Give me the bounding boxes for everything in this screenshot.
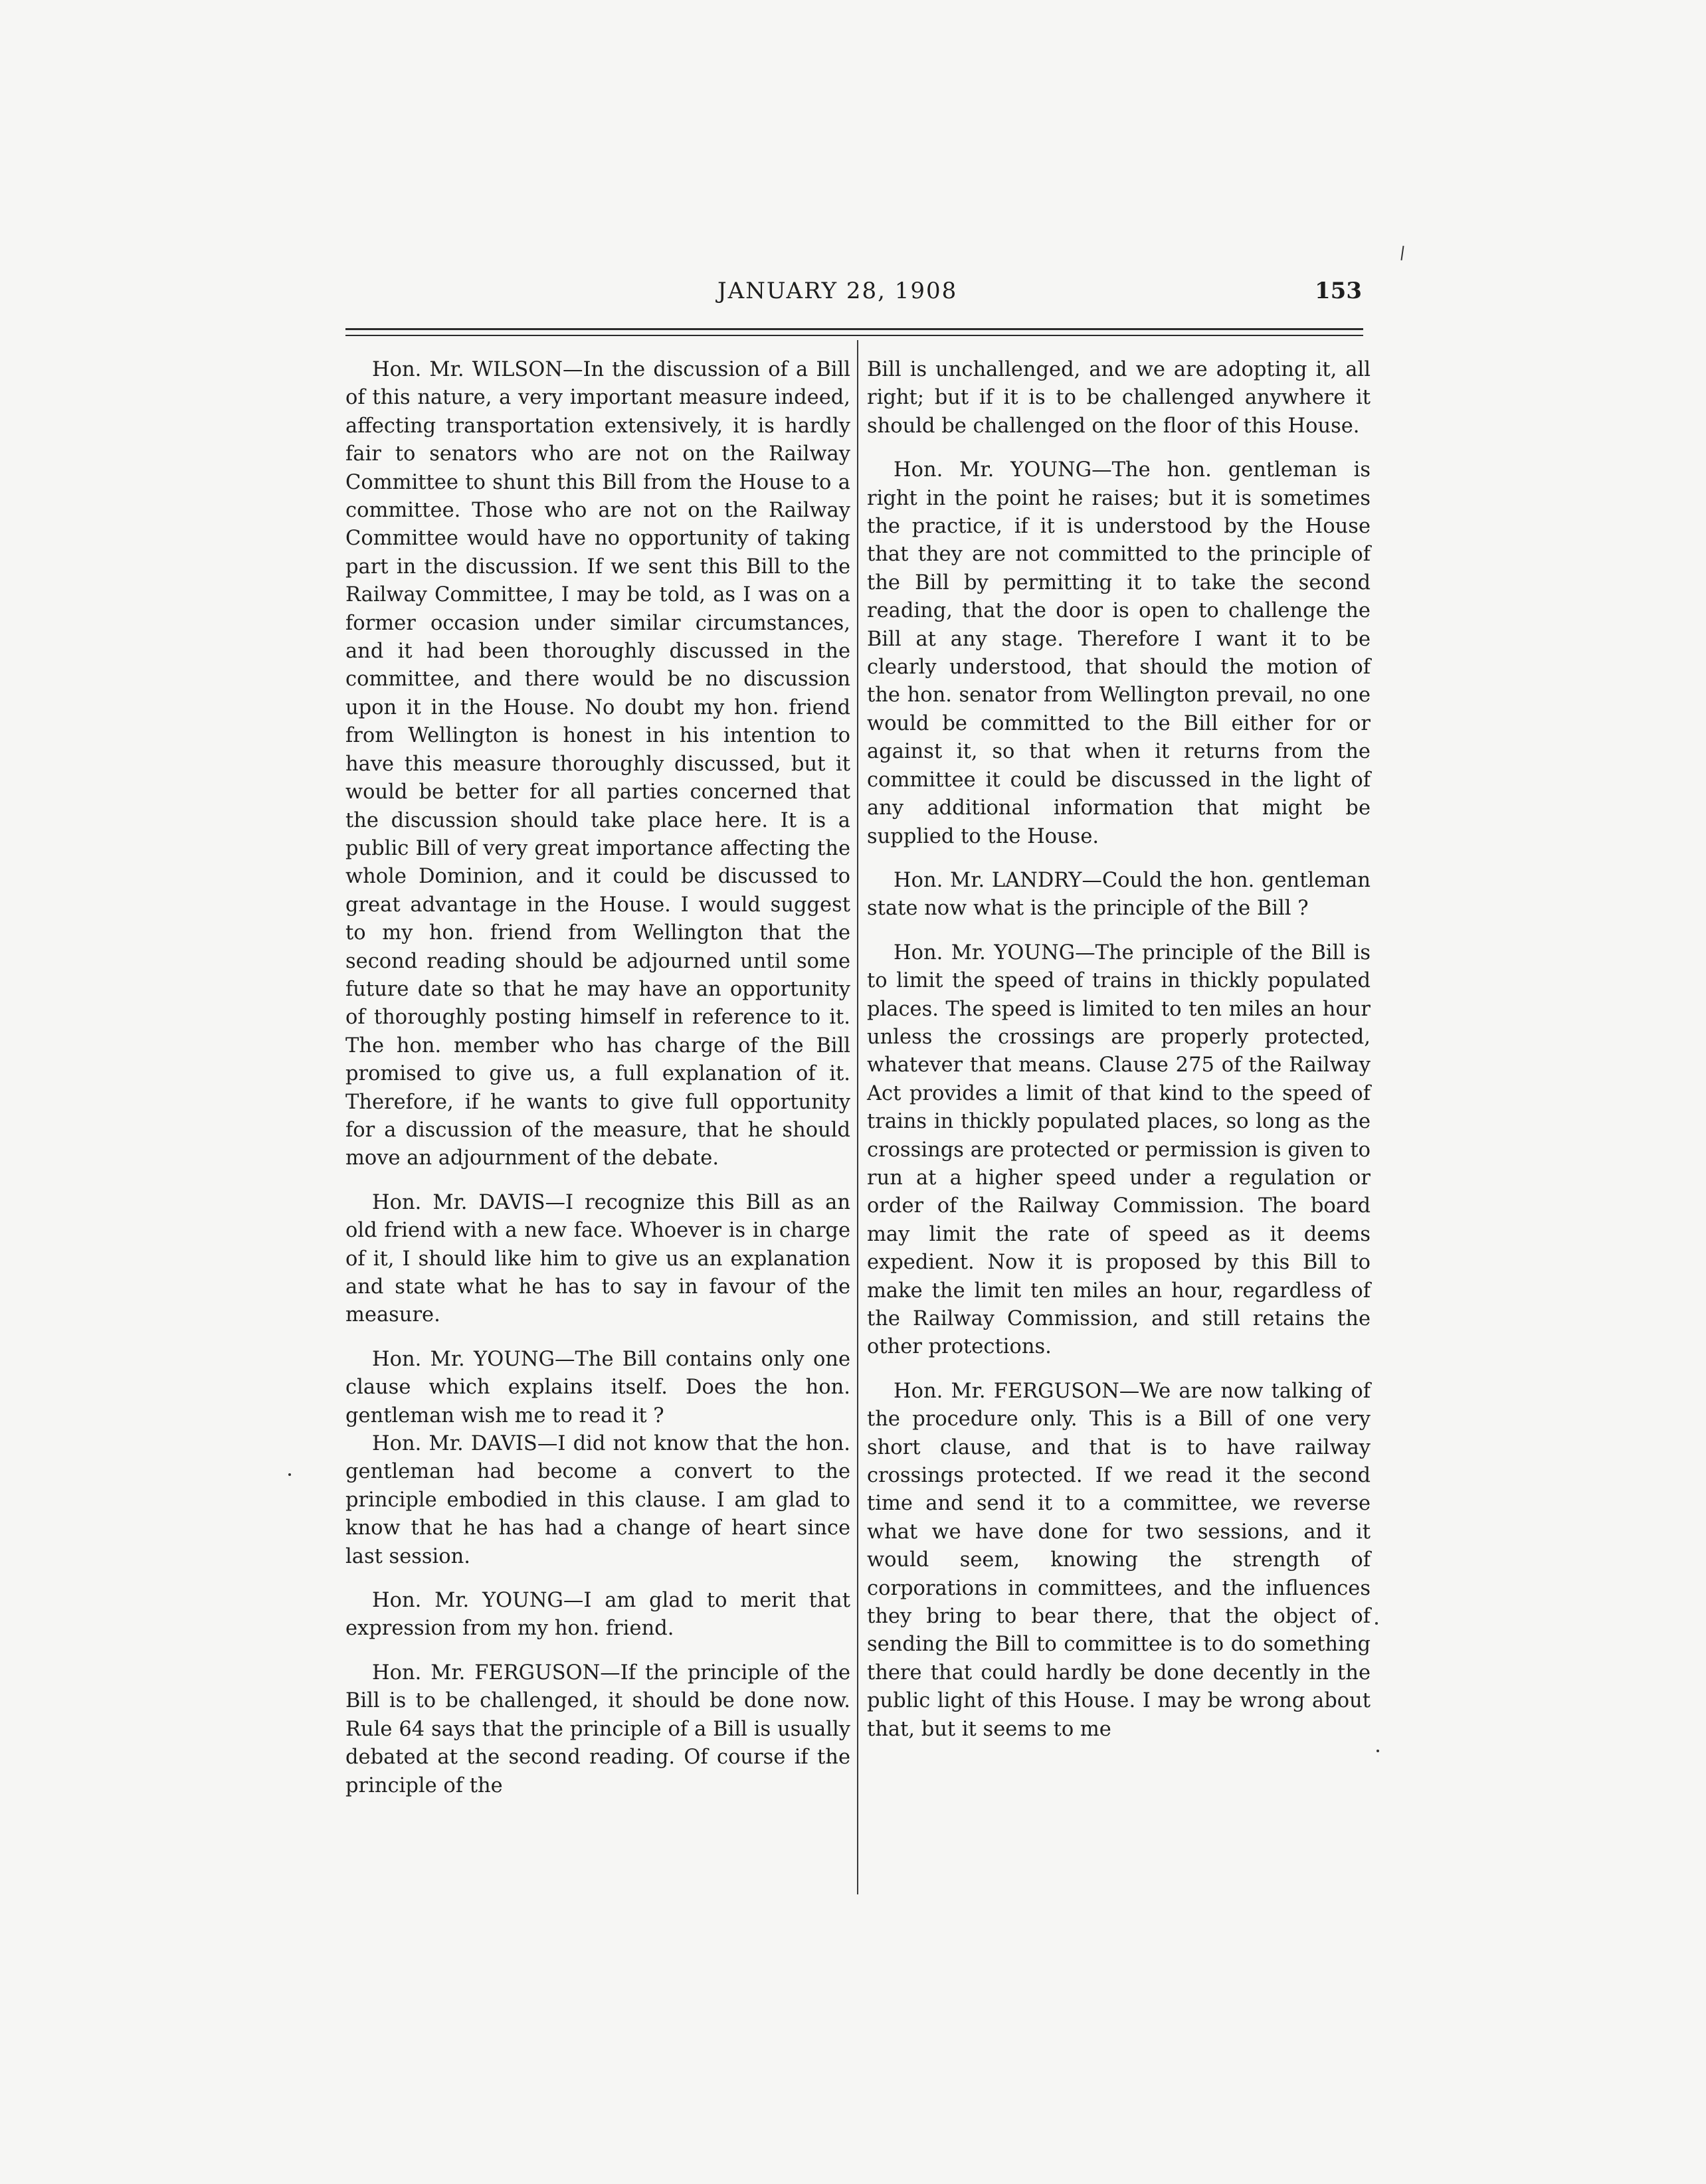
running-head [345,278,1362,311]
right-column [867,356,1371,1760]
scan-speck [1375,1622,1378,1625]
left-column [345,356,850,1816]
header-date: JANUARY 28, 1908 [717,278,958,304]
paragraph-davis-1: Hon. Mr. DAVIS—I recognize this Bill as an old friend with a new face. Whoever is in charge of it, I should like him to give us an explanation and state what he has to say in favour of the measure. [345,1190,850,1327]
paragraph-ferguson-2: Hon. Mr. FERGUSON—We are now talking of the procedure only. This is a Bill of one very short clause, and that is to have railway crossings protected. If we read it the second time and send it to a committee, we reverse what we have done for two sessions, and it would seem, knowing the strength of corporations in committees, and the influences they bring to bear there, that the object of sending the Bill to committee is to do something there that could hardly be done decently in the public light of this House. I may be wrong about that, but it seems to me [867,1379,1371,1741]
paragraph-ferguson-1: Hon. Mr. FERGUSON—If the principle of the Bill is to be challenged, it should be done now. Rule 64 says that the principle of a Bill is usually debated at the second reading. Of course if the principle of the [345,1661,850,1797]
header-rule-thick [345,328,1363,330]
paragraph-young-1: Hon. Mr. YOUNG—The Bill contains only one clause which explains itself. Does the hon. gentleman wish me to read it ? [345,1347,850,1427]
scan-speck [288,1473,291,1476]
column-divider [857,340,858,1894]
paragraph-ferguson-1-cont: Bill is unchallenged, and we are adopting it, all right; but if it is to be challenged anywhere it should be challenged on the floor of this House. [867,358,1371,438]
paragraph-landry: Hon. Mr. LANDRY—Could the hon. gentleman state now what is the principle of the Bill ? [867,868,1371,921]
paragraph-davis-2: Hon. Mr. DAVIS—I did not know that the hon. gentleman had become a convert to the principle embodied in this clause. I am glad to know that he has had a change of heart since last session. [345,1432,850,1568]
paragraph-young-4: Hon. Mr. YOUNG—The principle of the Bill is to limit the speed of trains in thickly populated places. The speed is limited to ten miles an hour unless the crossings are properly protected, whatever that means. Clause 275 of the Railway Act provides a limit of that kind to the speed of trains in thickly populated places, so long as the crossings are protected or permission is given to run at a higher speed under a regulation or order of the Railway Commission. The board may limit the rate of speed as it deems expedient. Now it is proposed by this Bill to make the limit ten miles an hour, regardless of the Railway Commission, and still retains the other protections. [867,941,1371,1359]
page-number: 153 [1315,278,1362,304]
paragraph-wilson: Hon. Mr. WILSON—In the discussion of a Bill of this nature, a very important measure indeed, affecting transportation extensively, it is hardly fair to senators who are not on the Railway Committee to shunt this Bill from the House to a committee. Those who are not on the Railway Committee would have no opportunity of taking part in the discussion. If we sent this Bill to the Railway Committee, I may be told, as I was on a former occasion under similar circumstances, and it had been thoroughly discussed in the committee, and there would be no discussion upon it in the House. No doubt my hon. friend from Wellington is honest in his intention to have this measure thoroughly discussed, but it would be better for all parties concerned that the discussion should take place here. It is a public Bill of very great importance affecting the whole Dominion, and it could be discussed to great advantage in the House. I would suggest to my hon. friend from Wellington that the second reading should be adjourned until some future date so that he may have an opportunity of thoroughly posting himself in reference to it. The hon. member who has charge of the Bill promised to give us, a full explanation of it. Therefore, if he wants to give full opportunity for a discussion of the measure, that he should move an adjournment of the debate. [345,358,850,1170]
paragraph-young-3: Hon. Mr. YOUNG—The hon. gentleman is right in the point he raises; but it is sometimes the practice, if it is understood by the House that they are not committed to the principle of the Bill by permitting it to take the second reading, that the door is open to challenge the Bill at any stage. Therefore I want it to be clearly understood, that should the motion of the hon. senator from Wellington prevail, no one would be committed to the Bill either for or against it, so that when it returns from the committee it could be discussed in the light of any additional information that might be supplied to the House. [867,458,1371,848]
scan-speck [1376,1750,1379,1752]
paragraph-young-2: Hon. Mr. YOUNG—I am glad to merit that expression from my hon. friend. [345,1589,850,1641]
header-rule-thin [345,335,1363,336]
margin-mark [1400,246,1404,260]
